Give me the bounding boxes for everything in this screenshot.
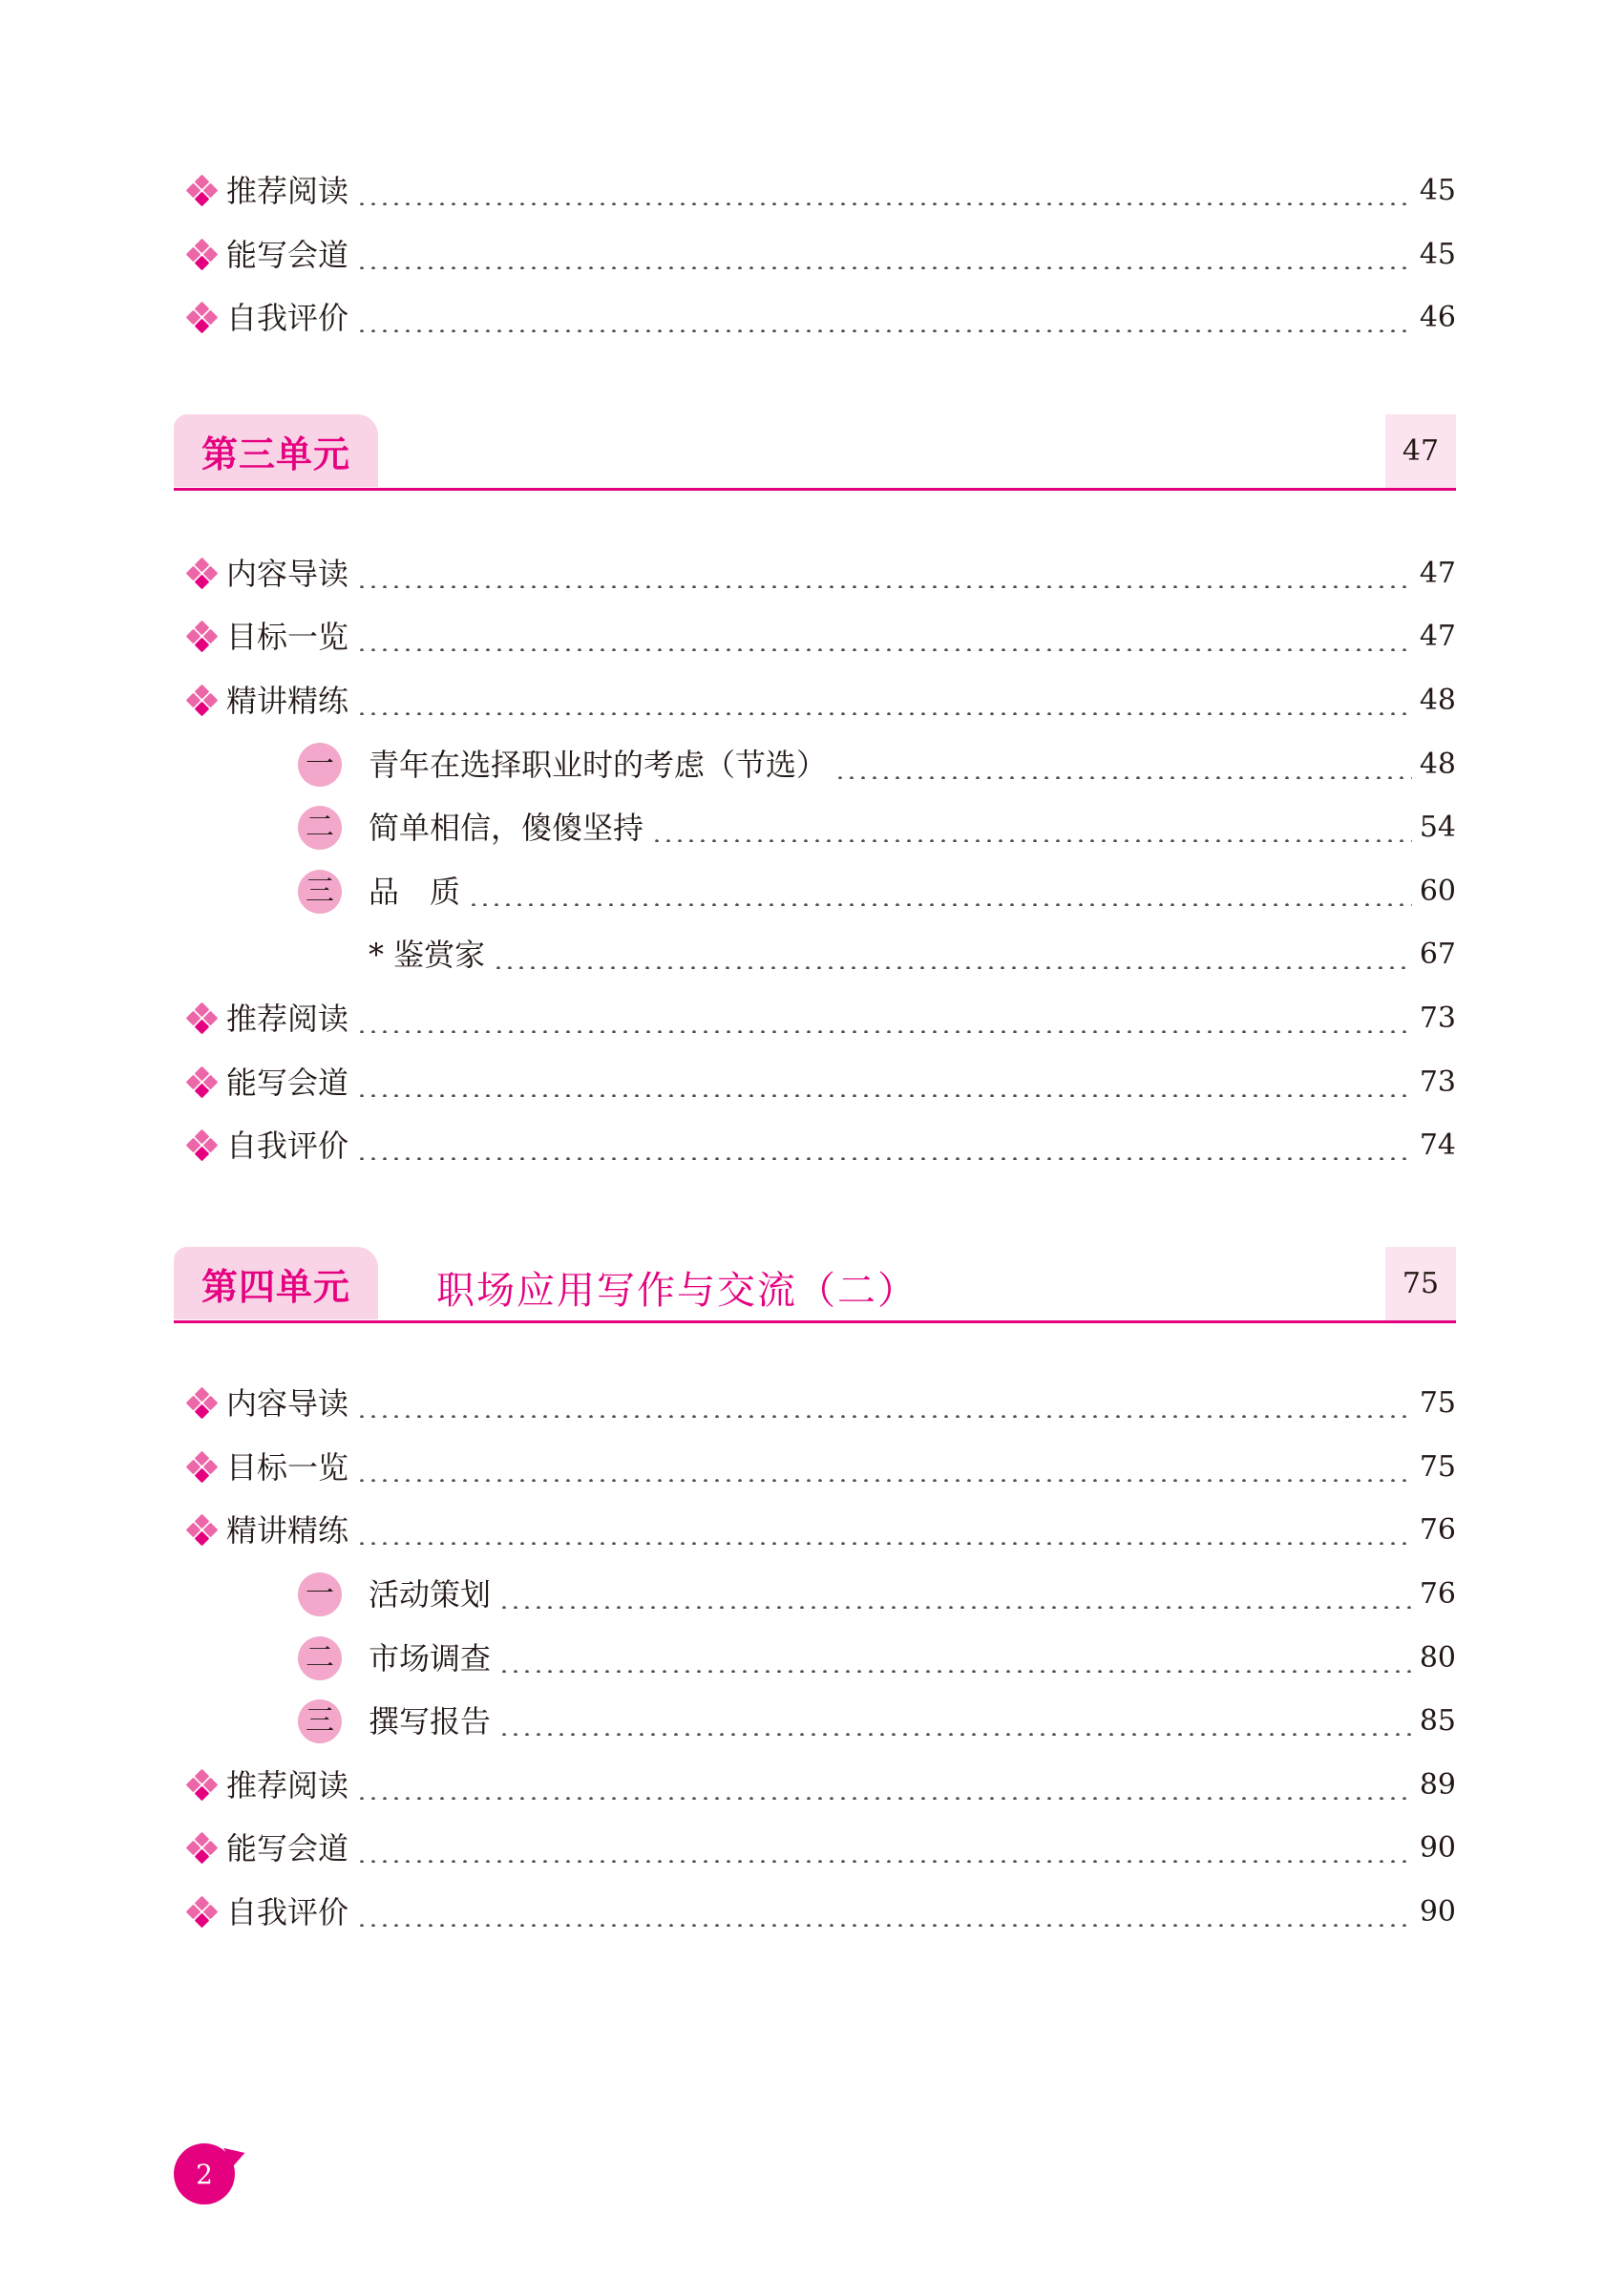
lesson-entry[interactable] (298, 863, 1456, 920)
dot-leader (356, 1771, 1412, 1800)
diamond-bullet-icon (186, 302, 219, 334)
toc-entry[interactable] (186, 672, 1456, 729)
diamond-bullet-icon (186, 239, 219, 271)
entry-label: 精讲精练 (226, 1512, 349, 1549)
lesson-title: 市场调查 (369, 1640, 492, 1677)
diamond-bullet-icon (186, 621, 219, 653)
entry-page: 48 (1419, 684, 1456, 717)
dot-leader (356, 241, 1412, 269)
lesson-title: 撰写报告 (369, 1703, 492, 1740)
lesson-number-badge: 三 (298, 870, 342, 914)
toc-entry[interactable] (186, 162, 1456, 220)
diamond-bullet-icon (186, 1066, 219, 1099)
entry-page: 74 (1419, 1128, 1456, 1162)
dot-leader (498, 1644, 1412, 1673)
lesson-number-badge: 一 (298, 1572, 342, 1616)
unit-page: 47 (1385, 414, 1456, 488)
toc-entry[interactable] (186, 1054, 1456, 1111)
supplementary-entry[interactable] (369, 926, 1456, 983)
dot-leader (651, 813, 1412, 842)
entry-page: 47 (1419, 557, 1456, 590)
lesson-entry[interactable] (298, 1693, 1456, 1750)
diamond-bullet-icon (186, 175, 219, 207)
entry-label: 推荐阅读 (226, 1767, 349, 1803)
toc-entry[interactable] (186, 1820, 1456, 1877)
unit-title: 第三单元 (174, 414, 378, 487)
diamond-bullet-icon (186, 1129, 219, 1162)
dot-leader (356, 559, 1412, 588)
dot-leader (498, 1580, 1412, 1609)
entry-label: 自我评价 (226, 1128, 349, 1164)
diamond-bullet-icon (186, 1769, 219, 1802)
toc-entry[interactable] (186, 545, 1456, 602)
lesson-entry[interactable] (298, 736, 1456, 793)
entry-label: 能写会道 (226, 1830, 349, 1867)
toc-entry[interactable] (186, 226, 1456, 284)
unit-header-3[interactable] (174, 411, 1456, 491)
lesson-title: 青年在选择职业时的考虑（节选） (369, 747, 828, 783)
entry-page: 76 (1419, 1513, 1456, 1547)
diamond-bullet-icon (186, 685, 219, 717)
entry-label: 推荐阅读 (226, 173, 349, 209)
diamond-bullet-icon (186, 1832, 219, 1865)
entry-label: 内容导读 (226, 556, 349, 592)
diamond-bullet-icon (186, 1451, 219, 1484)
dot-leader (356, 304, 1412, 332)
lesson-entry[interactable] (298, 799, 1456, 856)
dot-leader (834, 750, 1412, 779)
toc-entry[interactable] (186, 1502, 1456, 1559)
entry-label: 目标一览 (226, 1449, 349, 1486)
entry-page: 67 (1419, 938, 1456, 971)
entry-page: 90 (1419, 1895, 1456, 1929)
entry-label: 自我评价 (226, 1894, 349, 1930)
unit-title: 第四单元 (174, 1247, 378, 1319)
unit-subtitle: 职场应用写作与交流（二） (436, 1269, 917, 1313)
page-number: 2 (174, 2143, 235, 2204)
entry-page: 90 (1419, 1831, 1456, 1865)
toc-entry[interactable] (186, 289, 1456, 347)
entry-label: 自我评价 (226, 300, 349, 336)
entry-page: 45 (1419, 238, 1456, 271)
entry-page: 47 (1419, 620, 1456, 653)
entry-page: 48 (1419, 748, 1456, 781)
toc-entry[interactable] (186, 1757, 1456, 1814)
diamond-bullet-icon (186, 1002, 219, 1035)
lesson-entry[interactable] (298, 1630, 1456, 1687)
unit-header-4[interactable] (174, 1243, 1456, 1323)
entry-page: 89 (1419, 1768, 1456, 1802)
dot-leader (498, 1707, 1412, 1736)
entry-label: 精讲精练 (226, 683, 349, 719)
toc-entry[interactable] (186, 990, 1456, 1047)
entry-label: 能写会道 (226, 237, 349, 273)
lesson-number-badge: 二 (298, 806, 342, 850)
entry-page: 85 (1419, 1704, 1456, 1738)
entry-page: 46 (1419, 301, 1456, 334)
dot-leader (356, 1453, 1412, 1482)
dot-leader (356, 1516, 1412, 1545)
dot-leader (356, 1898, 1412, 1927)
toc-entry[interactable] (186, 1117, 1456, 1174)
entry-page: 60 (1419, 875, 1456, 908)
entry-label: 推荐阅读 (226, 1001, 349, 1037)
entry-label: 内容导读 (226, 1385, 349, 1422)
entry-label: 能写会道 (226, 1065, 349, 1101)
entry-page: 45 (1419, 174, 1456, 207)
lesson-number-badge: 二 (298, 1636, 342, 1680)
diamond-bullet-icon (186, 558, 219, 590)
entry-page: 54 (1419, 811, 1456, 844)
lesson-title: 品 质 (369, 874, 461, 910)
toc-entry[interactable] (186, 1884, 1456, 1941)
diamond-bullet-icon (186, 1387, 219, 1420)
dot-leader (356, 177, 1412, 205)
toc-entry[interactable] (186, 1439, 1456, 1496)
entry-page: 75 (1419, 1386, 1456, 1420)
dot-leader (356, 1068, 1412, 1097)
entry-page: 76 (1419, 1577, 1456, 1611)
entry-page: 73 (1419, 1002, 1456, 1035)
lesson-entry[interactable] (298, 1566, 1456, 1623)
dot-leader (356, 686, 1412, 715)
dot-leader (468, 877, 1412, 906)
unit-divider (174, 1320, 1456, 1323)
lesson-title: 活动策划 (369, 1576, 492, 1613)
unit-page: 75 (1385, 1247, 1456, 1320)
diamond-bullet-icon (186, 1514, 219, 1547)
toc-entry[interactable] (186, 608, 1456, 665)
lesson-number-badge: 三 (298, 1699, 342, 1743)
lesson-title: * 鉴赏家 (369, 937, 486, 973)
diamond-bullet-icon (186, 1896, 219, 1929)
unit-divider (174, 488, 1456, 491)
dot-leader (493, 940, 1412, 969)
dot-leader (356, 622, 1412, 651)
dot-leader (356, 1004, 1412, 1033)
lesson-number-badge: 一 (298, 743, 342, 787)
lesson-title: 简单相信，傻傻坚持 (369, 810, 644, 846)
dot-leader (356, 1834, 1412, 1863)
entry-page: 75 (1419, 1450, 1456, 1484)
entry-label: 目标一览 (226, 619, 349, 655)
entry-page: 80 (1419, 1641, 1456, 1675)
dot-leader (356, 1131, 1412, 1160)
toc-entry[interactable] (186, 1375, 1456, 1432)
dot-leader (356, 1389, 1412, 1418)
entry-page: 73 (1419, 1065, 1456, 1099)
